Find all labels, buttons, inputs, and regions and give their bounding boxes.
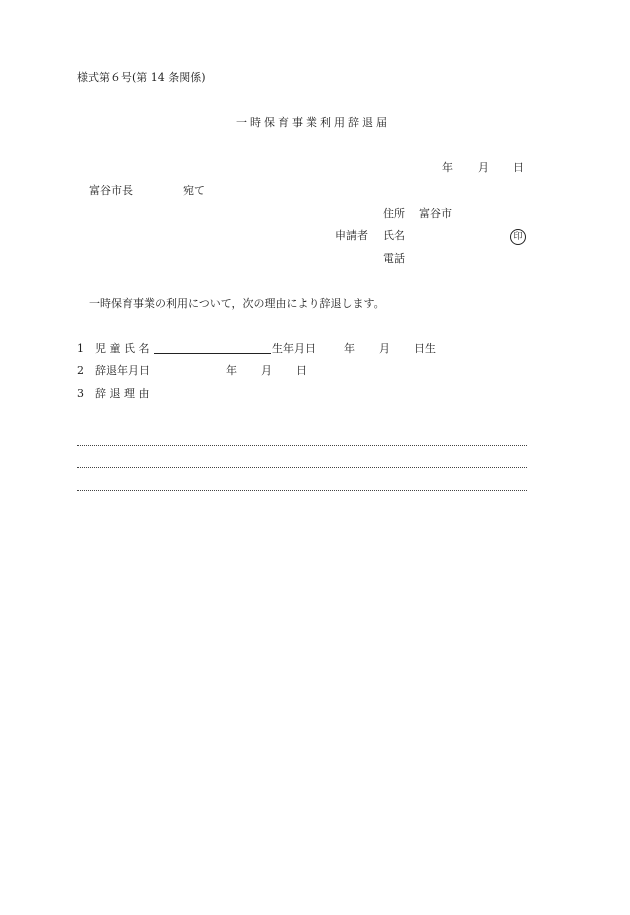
reason-line-1 bbox=[77, 445, 527, 446]
date-day-label: 日 bbox=[513, 161, 524, 174]
withdrawal-reason-label: 辞 退 理 由 bbox=[95, 387, 150, 400]
item1-number: 1 bbox=[77, 342, 84, 355]
applicant-role-label: 申請者 bbox=[335, 229, 368, 242]
item3-number: 3 bbox=[77, 387, 84, 400]
phone-label: 電話 bbox=[383, 252, 405, 265]
form-number: 様式第６号(第 14 条関係) bbox=[77, 71, 206, 84]
reason-line-3 bbox=[77, 490, 527, 491]
address-value: 富谷市 bbox=[419, 207, 452, 220]
birth-day-label: 日生 bbox=[414, 342, 436, 355]
reason-line-2 bbox=[77, 467, 527, 468]
birth-year-label: 年 bbox=[344, 342, 355, 355]
child-name-label: 児 童 氏 名 bbox=[95, 342, 150, 355]
withdrawal-month-label: 月 bbox=[261, 364, 272, 377]
item2-number: 2 bbox=[77, 364, 84, 377]
document-title: 一時保育事業利用辞退届 bbox=[236, 116, 390, 129]
withdrawal-date-label: 辞退年月日 bbox=[95, 364, 150, 377]
birth-month-label: 月 bbox=[379, 342, 390, 355]
date-month-label: 月 bbox=[478, 161, 489, 174]
name-label: 氏名 bbox=[383, 229, 405, 242]
statement-text: 一時保育事業の利用について，次の理由により辞退します。 bbox=[89, 297, 385, 310]
child-name-underline bbox=[154, 353, 271, 354]
birthdate-label: 生年月日 bbox=[272, 342, 316, 355]
withdrawal-year-label: 年 bbox=[226, 364, 237, 377]
addressee-suffix: 宛て bbox=[183, 184, 205, 197]
withdrawal-day-label: 日 bbox=[296, 364, 307, 377]
seal-mark: 印 bbox=[510, 229, 526, 245]
addressee-name: 富谷市長 bbox=[89, 184, 133, 197]
date-year-label: 年 bbox=[442, 161, 453, 174]
address-label: 住所 bbox=[383, 207, 405, 220]
